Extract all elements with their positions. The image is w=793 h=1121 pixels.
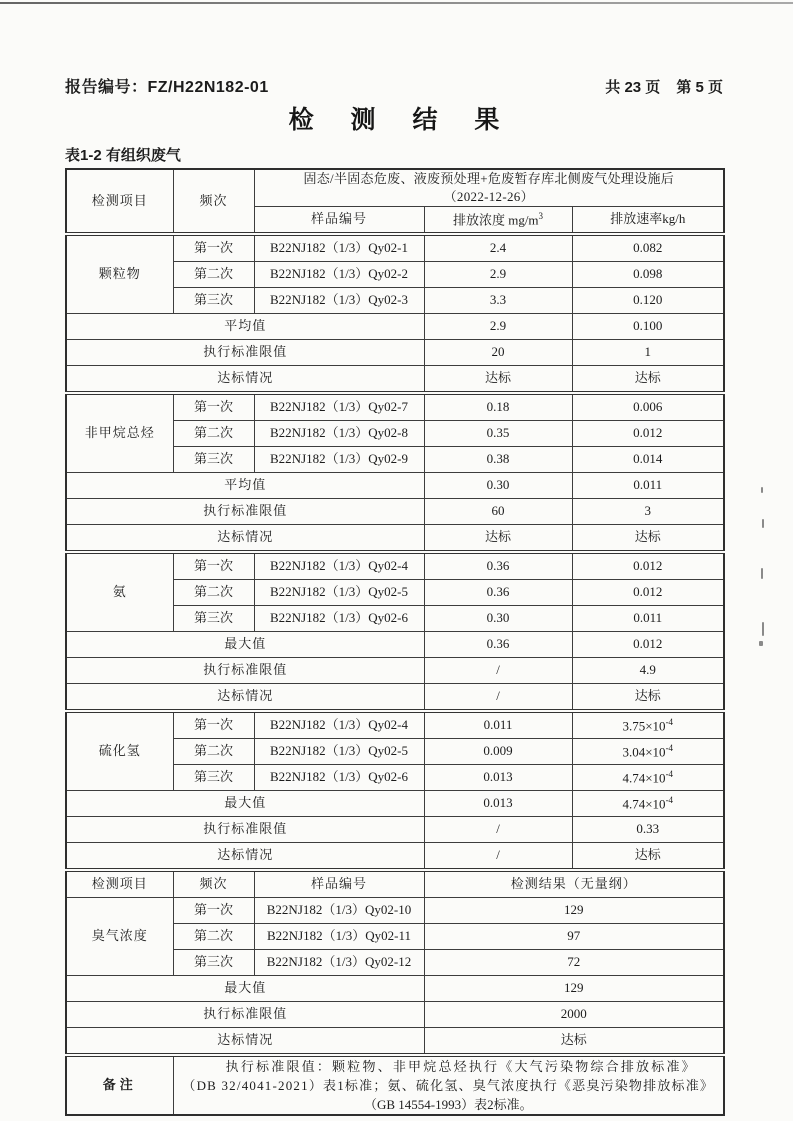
summary-label: 执行标准限值 — [66, 499, 424, 525]
remark-row — [66, 1055, 724, 1115]
page-current: 第 5 页 — [676, 79, 723, 96]
rate-cell: 0.011 — [572, 606, 724, 632]
result-cell: 2000 — [424, 1002, 724, 1028]
page-title: 检 测 结 果 — [288, 106, 515, 134]
rate-cell: 达标 — [572, 684, 724, 712]
result-cell: 129 — [424, 898, 724, 924]
concentration-cell: 60 — [424, 499, 572, 525]
summary-label: 平均值 — [66, 473, 424, 499]
rate-cell: 0.082 — [572, 234, 724, 262]
table-row — [66, 340, 724, 366]
table-row — [66, 817, 724, 843]
frequency-cell: 第三次 — [173, 606, 254, 632]
concentration-cell: / — [424, 684, 572, 712]
results-table — [65, 168, 725, 1116]
rate-cell: 达标 — [572, 525, 724, 553]
table-row — [66, 366, 724, 394]
frequency-cell: 第三次 — [173, 288, 254, 314]
pollutant-name: 硫化氢 — [66, 711, 173, 791]
remark-line: （DB 32/4041-2021）表1标准；氨、硫化氢、臭气浓度执行《恶臭污染物排放标准》 — [182, 1078, 715, 1093]
concentration-cell: 0.30 — [424, 606, 572, 632]
summary-label: 达标情况 — [66, 525, 424, 553]
rate-cell: 0.012 — [572, 421, 724, 447]
sample-id-cell: B22NJ182（1/3）Qy02-7 — [254, 393, 424, 421]
page-content — [65, 74, 723, 1116]
sample-id-cell: B22NJ182（1/3）Qy02-6 — [254, 765, 424, 791]
sample-id-cell: B22NJ182（1/3）Qy02-8 — [254, 421, 424, 447]
table-row — [66, 1002, 724, 1028]
frequency-cell: 第二次 — [173, 924, 254, 950]
rate-cell: 0.006 — [572, 393, 724, 421]
table-row — [66, 393, 724, 421]
col-header-sample-no: 样品编号 — [254, 870, 424, 898]
frequency-cell: 第一次 — [173, 234, 254, 262]
rate-cell: 达标 — [572, 366, 724, 394]
scan-edge-artifact — [0, 2, 793, 4]
col-header-frequency: 频次 — [173, 870, 254, 898]
summary-label: 执行标准限值 — [66, 658, 424, 684]
rate-cell: 0.014 — [572, 447, 724, 473]
concentration-cell: 0.35 — [424, 421, 572, 447]
rate-cell: 0.120 — [572, 288, 724, 314]
sample-id-cell: B22NJ182（1/3）Qy02-1 — [254, 234, 424, 262]
summary-label: 达标情况 — [66, 366, 424, 394]
rate-cell: 0.098 — [572, 262, 724, 288]
concentration-cell: 20 — [424, 340, 572, 366]
sample-id-cell: B22NJ182（1/3）Qy02-5 — [254, 739, 424, 765]
rate-cell: 0.012 — [572, 552, 724, 580]
table-row — [66, 791, 724, 817]
remark-line: （GB 14554-1993）表2标准。 — [363, 1097, 533, 1112]
page-total: 共 23 页 — [605, 79, 661, 96]
summary-label: 最大值 — [66, 791, 424, 817]
summary-label: 达标情况 — [66, 1028, 424, 1056]
result-cell: 129 — [424, 976, 724, 1002]
frequency-cell: 第三次 — [173, 447, 254, 473]
col-header-concentration: 排放浓度 $mg/m^3$ — [424, 207, 572, 235]
rate-cell: 0.100 — [572, 314, 724, 340]
summary-label: 执行标准限值 — [66, 340, 424, 366]
sample-id-cell: B22NJ182（1/3）Qy02-6 — [254, 606, 424, 632]
concentration-cell: 0.013 — [424, 765, 572, 791]
sampling-date: （2022-12-26） — [443, 189, 534, 204]
concentration-cell: 3.3 — [424, 288, 572, 314]
table-row — [66, 473, 724, 499]
rate-cell: 1 — [572, 340, 724, 366]
frequency-cell: 第二次 — [173, 580, 254, 606]
concentration-cell: 0.36 — [424, 580, 572, 606]
frequency-cell: 第二次 — [173, 262, 254, 288]
sampling-location: 固态/半固态危废、液废预处理+危废暂存库北侧废气处理设施后 — [303, 171, 675, 186]
table-row — [66, 843, 724, 871]
concentration-cell: 0.013 — [424, 791, 572, 817]
rate-cell: $4.74\times 10^{-4}$ — [572, 791, 724, 817]
report-number: 报告编号：FZ/H22N182-01 — [65, 79, 269, 96]
table-row — [66, 898, 724, 924]
table-row — [66, 684, 724, 712]
col-header-rate: 排放速率kg/h — [572, 207, 724, 235]
table-header-row — [66, 870, 724, 898]
remark-text — [173, 1055, 724, 1115]
table-row — [66, 499, 724, 525]
sample-id-cell: B22NJ182（1/3）Qy02-4 — [254, 711, 424, 739]
page-meta-row — [65, 74, 723, 97]
result-cell: 72 — [424, 950, 724, 976]
scan-edge-artifact — [762, 519, 764, 528]
table-row — [66, 711, 724, 739]
concentration-cell: 0.36 — [424, 552, 572, 580]
frequency-cell: 第二次 — [173, 739, 254, 765]
concentration-cell: / — [424, 658, 572, 684]
concentration-cell: / — [424, 843, 572, 871]
table-row — [66, 632, 724, 658]
scan-edge-artifact — [761, 487, 763, 493]
sample-id-cell: B22NJ182（1/3）Qy02-9 — [254, 447, 424, 473]
concentration-cell: 2.4 — [424, 234, 572, 262]
col-header-sample-no: 样品编号 — [254, 207, 424, 235]
concentration-cell: 0.30 — [424, 473, 572, 499]
frequency-cell: 第三次 — [173, 765, 254, 791]
sample-id-cell: B22NJ182（1/3）Qy02-4 — [254, 552, 424, 580]
rate-cell: 0.012 — [572, 580, 724, 606]
summary-label: 最大值 — [66, 632, 424, 658]
col-header-frequency: 频次 — [173, 169, 254, 234]
concentration-cell: 0.18 — [424, 393, 572, 421]
rate-cell: $4.74\times 10^{-4}$ — [572, 765, 724, 791]
sampling-location-header — [254, 169, 724, 207]
concentration-cell: / — [424, 817, 572, 843]
frequency-cell: 第二次 — [173, 421, 254, 447]
frequency-cell: 第一次 — [173, 552, 254, 580]
concentration-cell: 0.011 — [424, 711, 572, 739]
summary-label: 最大值 — [66, 976, 424, 1002]
pollutant-name: 氨 — [66, 552, 173, 632]
rate-cell: $3.04\times 10^{-4}$ — [572, 739, 724, 765]
sample-id-cell: B22NJ182（1/3）Qy02-10 — [254, 898, 424, 924]
table-caption: 表1-2 有组织废气 — [65, 147, 181, 164]
table-row — [66, 976, 724, 1002]
concentration-cell: 0.38 — [424, 447, 572, 473]
col-header-item: 检测项目 — [66, 169, 173, 234]
frequency-cell: 第一次 — [173, 393, 254, 421]
rate-cell: 0.012 — [572, 632, 724, 658]
pollutant-name: 臭气浓度 — [66, 898, 173, 976]
rate-cell: 0.33 — [572, 817, 724, 843]
concentration-cell: 2.9 — [424, 262, 572, 288]
table-row — [66, 658, 724, 684]
rate-cell: 达标 — [572, 843, 724, 871]
sample-id-cell: B22NJ182（1/3）Qy02-2 — [254, 262, 424, 288]
table-row — [66, 234, 724, 262]
sample-id-cell: B22NJ182（1/3）Qy02-3 — [254, 288, 424, 314]
rate-cell: 0.011 — [572, 473, 724, 499]
table-row — [66, 525, 724, 553]
concentration-cell: 2.9 — [424, 314, 572, 340]
table-row — [66, 1028, 724, 1056]
scan-edge-artifact — [762, 622, 764, 636]
sample-id-cell: B22NJ182（1/3）Qy02-5 — [254, 580, 424, 606]
concentration-cell: 达标 — [424, 525, 572, 553]
table-header-row — [66, 169, 724, 207]
summary-label: 执行标准限值 — [66, 817, 424, 843]
table-row — [66, 552, 724, 580]
frequency-cell: 第一次 — [173, 711, 254, 739]
col-header-result: 检测结果（无量纲） — [424, 870, 724, 898]
rate-cell: $3.75\times 10^{-4}$ — [572, 711, 724, 739]
result-cell: 达标 — [424, 1028, 724, 1056]
table-row — [66, 314, 724, 340]
summary-label: 平均值 — [66, 314, 424, 340]
frequency-cell: 第三次 — [173, 950, 254, 976]
summary-label: 达标情况 — [66, 843, 424, 871]
scan-edge-artifact — [761, 568, 763, 579]
page-indicator — [605, 76, 723, 97]
summary-label: 执行标准限值 — [66, 1002, 424, 1028]
rate-cell: 3 — [572, 499, 724, 525]
scan-edge-artifact — [759, 641, 763, 646]
pollutant-name: 非甲烷总烃 — [66, 393, 173, 473]
col-header-item: 检测项目 — [66, 870, 173, 898]
pollutant-name: 颗粒物 — [66, 234, 173, 314]
frequency-cell: 第一次 — [173, 898, 254, 924]
concentration-cell: 0.36 — [424, 632, 572, 658]
remark-label: 备注 — [66, 1055, 173, 1115]
remark-line: 执行标准限值：颗粒物、非甲烷总烃执行《大气污染物综合排放标准》 — [225, 1059, 697, 1074]
summary-label: 达标情况 — [66, 684, 424, 712]
concentration-cell: 达标 — [424, 366, 572, 394]
concentration-cell: 0.009 — [424, 739, 572, 765]
result-cell: 97 — [424, 924, 724, 950]
sample-id-cell: B22NJ182（1/3）Qy02-12 — [254, 950, 424, 976]
sample-id-cell: B22NJ182（1/3）Qy02-11 — [254, 924, 424, 950]
rate-cell: 4.9 — [572, 658, 724, 684]
